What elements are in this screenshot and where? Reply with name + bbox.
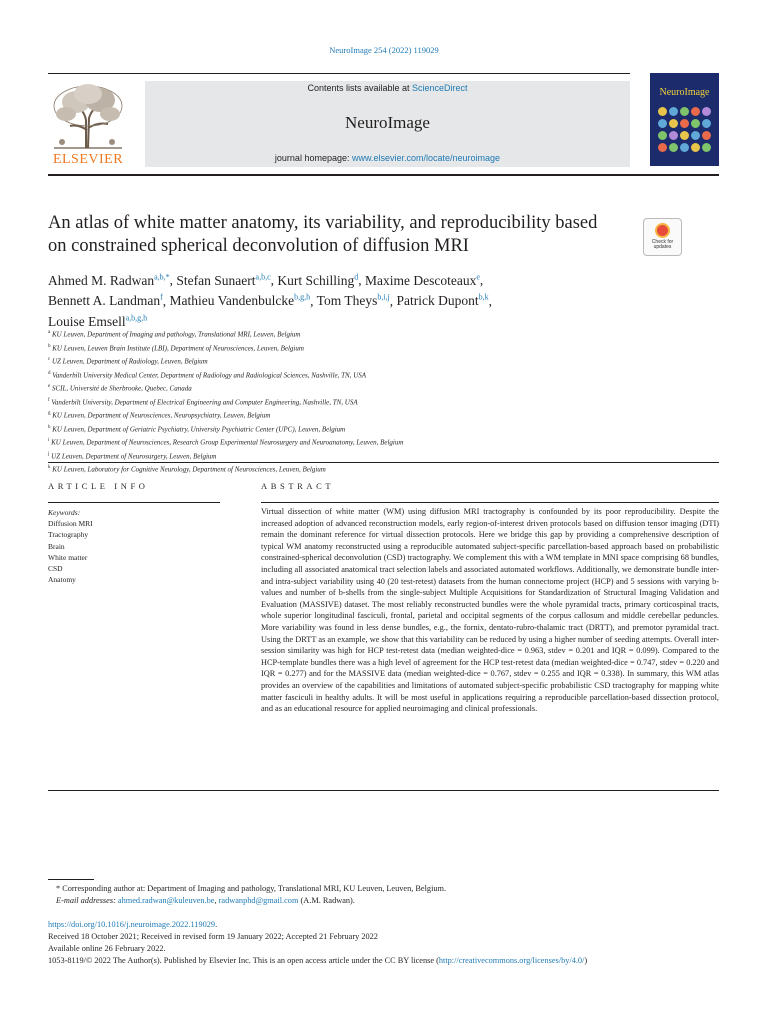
check-for-updates-button[interactable]: [643, 218, 682, 256]
email-link-2[interactable]: radwanphd@gmail.com: [218, 896, 299, 905]
publication-info: https://doi.org/10.1016/j.neuroimage.2022.119029. Received 18 October 2021; Received in revised form 19 January 2022; Accepted 21 February 2022 Available online 26 February 2022. 1053-8119/© 2022 The Author(s). Published by Elsevier Inc. This is an open access article under the CC BY license (http://creativecommons.org/licenses/by/4.0/): [48, 919, 728, 967]
abstract-text: Virtual dissection of white matter (WM) using diffusion MRI tractography is confounded by its poor reproducibility. Despite the increased adoption of advanced reconstruction models, early region-of-interest driven protocols based on diffusion tensor imaging (DTI) remain the dominant reference for virtual dissection protocols. Here we bridge this gap by providing a comprehensive description of typical WM anatomy reconstructed using a reproducible automated subject-specific parcellation-based approach based on probabilistic constrained-spherical deconvolution (CSD) tractography. We complement this with a WM template in MNI space comprising 68 bundles, including all associated anatomical tract selection labels and associated automated workflows. Additionally, we demonstrate bundle inter- and intra-subject variability using 40 (20 test-retest) datasets from the human connectome project (HCP) and 5 sessions with varying b-values and number of b-shells from the single-subject Multiple Acquisitions for Standardization of Structural Imaging Validation and Evaluation (MASSIVE) dataset. The most reliably reconstructed bundles were the whole pyramidal tracts, primary corticospinal tracts, whole superior longitudinal fasciculi, frontal, parietal and occipital segments of the corpus callosum and middle cerebellar peduncles. More variability was found in less dense bundles, e.g., the fornix, dentato-rubro-thalamic tract (DRTT), and premotor pyramidal tract. Using the DRTT as an example, we show that this variability can be reduced by using a higher number of seeding attempts. Overall inter-session similarity was high for HCP test-retest data (median weighted-dice = 0.963, stdev = 0.201 and IQR = 0.099). Compared to the HCP-template bundles there was a high level of agreement for the HCP test-retest data (median weighted-dice = 0.747, stdev = 0.220 and IQR = 0.277) and for the MASSIVE data (median weighted-dice = 0.767, stdev = 0.255 and IQR = 0.338). In summary, this WM atlas provides an overview of the capabilities and limitations of automated subject-specific probabilistic CSD tractography for mapping white matter fasciculi in healthy adults. It will be most useful in applications requiring a reproducible parcellation-based dissection protocol, and as an educational resource for applied neuroimaging and clinical professionals.: [261, 507, 719, 714]
check-updates-label: Check for updates: [651, 239, 674, 250]
journal-homepage-link[interactable]: www.elsevier.com/locate/neuroimage: [351, 153, 501, 163]
author[interactable]: Bennett A. Landman$^f$: [48, 292, 163, 308]
received-dates: Received 18 October 2021; Received in revised form 19 January 2022; Accepted 21 February 2022: [48, 932, 378, 941]
email-link-1[interactable]: ahmed.radwan@kuleuven.be: [117, 896, 215, 905]
author[interactable]: Maxime Descoteaux$^e$: [365, 272, 480, 288]
affiliation: $^e$ SCIL, Université de Sherbrooke, Quebec, Canada: [48, 384, 192, 393]
keyword: Diffusion MRI: [48, 519, 93, 529]
section-rule: [48, 462, 719, 463]
keyword: Anatomy: [48, 575, 76, 585]
affiliation: $^h$ KU Leuven, Department of Geriatric Psychiatry, University Psychiatric Center (UPC), Leuven, Belgium: [48, 424, 346, 434]
author[interactable]: Tom Theys$^{b,i,j}$: [316, 292, 390, 308]
footnote-rule: [48, 879, 94, 880]
author[interactable]: Patrick Dupont$^{b,k}$: [396, 292, 489, 308]
article-title: [48, 212, 638, 258]
author[interactable]: Kurt Schilling$^d$: [277, 272, 359, 288]
homepage-prefix: journal homepage:: [274, 153, 352, 163]
keywords-label: Keywords:: [48, 508, 81, 517]
author[interactable]: Ahmed M. Radwan$^{a,b,*}$: [48, 272, 170, 288]
homepage-line: [145, 153, 630, 163]
affiliation: $^b$ KU Leuven, Leuven Brain Institute (LBI), Department of Neurosciences, Leuven, Belgium: [48, 343, 304, 352]
affiliation: $^a$ KU Leuven, Department of Imaging and pathology, Translational MRI, Leuven, Belgium: [48, 330, 301, 339]
author[interactable]: Mathieu Vandenbulcke$^{b,g,h}$: [169, 292, 311, 308]
title-line-2: on constrained spherical deconvolution of diffusion MRI: [48, 236, 469, 256]
elsevier-wordmark: ELSEVIER: [52, 152, 124, 167]
keyword: Tractography: [48, 530, 89, 540]
title-line-1: An atlas of white matter anatomy, its variability, and reproducibility based: [48, 213, 598, 233]
affiliation: $^i$ KU Leuven, Department of Neurosciences, Research Group Experimental Neurosurgery and Neuroanatomy, Leuven, Belgium: [48, 438, 404, 447]
affiliation: $^j$ UZ Leuven, Department of Neurosurgery, Leuven, Belgium: [48, 451, 217, 461]
journal-name: NeuroImage: [345, 113, 430, 132]
author[interactable]: Stefan Sunaert$^{a,b,c}$: [176, 272, 271, 288]
online-date: Available online 26 February 2022.: [48, 944, 166, 953]
sciencedirect-link[interactable]: ScienceDirect: [412, 83, 468, 93]
article-info-rule: [48, 502, 220, 503]
header-rule: [48, 73, 630, 74]
affiliation: $^c$ UZ Leuven, Department of Radiology, Leuven, Belgium: [48, 357, 208, 366]
check-updates-icon: [655, 223, 670, 238]
article-info-heading: ARTICLE INFO: [48, 481, 149, 491]
keyword: White matter: [48, 552, 88, 562]
abstract-bottom-rule: [48, 790, 719, 791]
keywords-list: [48, 507, 218, 585]
keyword: Brain: [48, 541, 65, 551]
affiliation: $^f$ Vanderbilt University, Department of Electrical Engineering and Computer Engineering, Nashville, TN, USA: [48, 397, 358, 406]
journal-reference-link[interactable]: NeuroImage 254 (2022) 119029: [329, 45, 439, 55]
cover-title: NeuroImage: [659, 87, 710, 98]
contents-prefix: Contents lists available at: [307, 83, 413, 93]
contents-line: [145, 83, 630, 93]
author[interactable]: Louise Emsell$^{a,b,g,h}$: [48, 313, 148, 329]
license-link[interactable]: http://creativecommons.org/licenses/by/4.0/: [438, 956, 585, 965]
affiliation: $^g$ KU Leuven, Department of Neurosciences, Neuropsychiatry, Leuven, Belgium: [48, 411, 271, 420]
cover-brain-grid: [658, 107, 712, 152]
author-list: Ahmed M. Radwan$^{a,b,*}$, Stefan Sunaert$^{a,b,c}$, Kurt Schilling$^d$, Maxime Descoteaux$^e$, Bennett A. Landman$^f$, Mathieu Vandenbulcke$^{b,g,h}$, Tom Theys$^{b,i,j}$, Patrick Dupont$^{b,k}$, Louise Emsell$^{a,b,g,h}$: [48, 272, 493, 329]
affiliation-list: [48, 327, 608, 476]
abstract-heading: ABSTRACT: [261, 481, 335, 491]
affiliation: $^d$ Vanderbilt University Medical Center, Department of Radiology and Radiological Sciences, Nashville, TN, USA: [48, 370, 367, 379]
affiliation: $^k$ KU Leuven, Laboratory for Cognitive Neurology, Department of Neurosciences, Leuven, Belgium: [48, 465, 326, 474]
journal-cover-image: [650, 73, 719, 166]
corresponding-author-footnote: * Corresponding author at: Department of Imaging and pathology, Translational MRI, KU Leuven, Leuven, Belgium. E-mail addresses: ahmed.radwan@kuleuven.be, radwanphd@gmail.com (A.M. Radwan).: [56, 884, 447, 905]
header-thick-rule: [48, 174, 719, 176]
doi-link[interactable]: https://doi.org/10.1016/j.neuroimage.2022.119029: [48, 920, 216, 929]
keyword: CSD: [48, 564, 63, 574]
abstract-rule: [261, 502, 719, 503]
